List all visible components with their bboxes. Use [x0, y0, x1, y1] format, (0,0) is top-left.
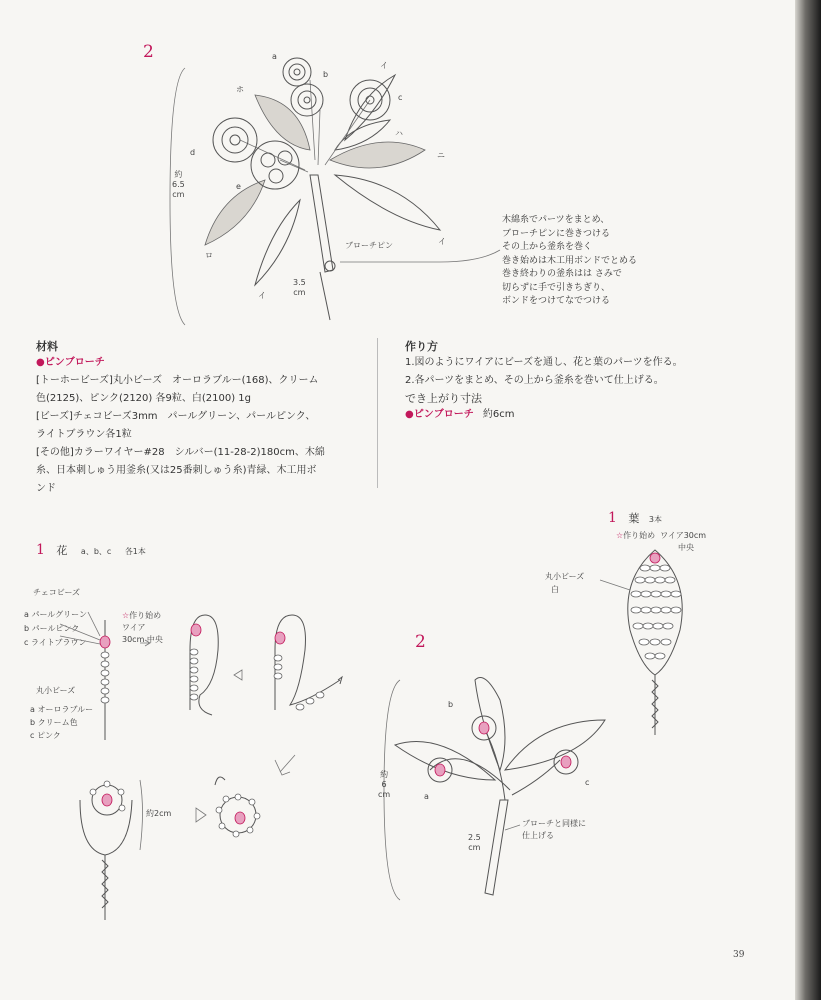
bottom-step-number: 2	[415, 632, 426, 652]
bottom-flower-b	[472, 716, 496, 740]
page-number: 39	[733, 950, 745, 960]
bottom-label-c: c	[585, 778, 590, 787]
finished-item: ●ピンブローチ	[405, 409, 474, 420]
label-ha: ハ	[395, 129, 403, 138]
bottom-height-label: 約 6 cm	[378, 770, 391, 799]
flower-size-label: 約2cm	[146, 809, 172, 818]
bottom-note: ブローチと同様に 仕上げる	[522, 819, 586, 840]
small-bead-label: 丸小ビーズ	[36, 686, 76, 695]
bottom-label-b: b	[448, 700, 454, 709]
materials-item: ●ピンブローチ	[36, 357, 105, 368]
flower-start-label: ☆作り始め ワイア 30cm 中央	[122, 611, 163, 644]
stem-length-label: 3.5 cm	[293, 278, 306, 297]
howto-step: 1.図のようにワイアにビーズを通し、花と葉のパーツを作る。	[405, 357, 683, 368]
small-bead-items: a オーロラブルー b クリーム色 c ピンク	[30, 705, 94, 740]
height-label: 約 6.5 cm	[172, 170, 185, 199]
czech-label: チェコビーズ	[33, 588, 81, 597]
label-ho: ホ	[236, 85, 244, 94]
top-step-number: 2	[143, 42, 154, 62]
label-ro: ロ	[205, 251, 213, 260]
label-i2: イ	[438, 237, 446, 246]
label-i1: イ	[380, 61, 388, 70]
label-e: e	[236, 182, 241, 191]
top-note: 木綿糸でパーツをまとめ、 ブローチピンに巻きつける その上から釜糸を巻く 巻き始めは木工用ボンドでとめる 巻き終わりの釜糸はは さみで 切らずに手で引きちぎり、 ボンドをつけてなでつける	[502, 215, 638, 306]
label-a: a	[272, 52, 277, 61]
materials-line: ライトブラウン各1粒	[36, 429, 132, 440]
bottom-stem-label: 2.5 cm	[468, 833, 481, 852]
howto-step: 2.各パーツをまとめ、その上から釜糸を巻いて仕上げる。	[405, 375, 664, 386]
leaf-heading: 1 葉 3本	[608, 510, 663, 526]
materials-line: [ビーズ]チェコビーズ3mm パールグリーン、パールピンク、	[36, 411, 316, 422]
label-d: d	[190, 148, 196, 157]
label-i3: イ	[258, 291, 266, 300]
materials-line: 色(2125)、ピンク(2120) 各9粒、白(2100) 1g	[36, 393, 251, 404]
finished-value: 約6cm	[482, 409, 515, 420]
bottom-flower-a	[428, 758, 452, 782]
materials-line: [その他]カラーワイヤー#28 シルバー(11-28-2)180cm、木綿	[36, 447, 325, 458]
leaf-start-label: ☆作り始め ワイア30cm 中央	[616, 531, 707, 552]
label-b: b	[323, 70, 329, 79]
materials-title: 材料	[36, 340, 58, 353]
finished-size-title: でき上がり寸法	[405, 392, 482, 405]
czech-items: a パールグリーン b パールピンク c ライトブラウン	[24, 610, 87, 647]
label-c: c	[398, 93, 403, 102]
flower-heading: 1 花 a、b、c 各1本	[36, 542, 146, 558]
howto-title: 作り方	[405, 340, 438, 353]
label-ni: ニ	[437, 151, 445, 160]
materials-line: 糸、日本刺しゅう用釜糸(又は25番刺しゅう糸)青緑、木工用ボ	[36, 465, 317, 476]
leaf-bead-label: 丸小ビーズ 白	[545, 572, 585, 594]
materials-line: [トーホービーズ]丸小ビーズ オーロラブルー(168)、クリーム	[36, 375, 319, 386]
materials-line: ンド	[36, 483, 56, 494]
brooch-pin-label: ブローチピン	[345, 241, 393, 250]
bottom-label-a: a	[424, 792, 429, 801]
